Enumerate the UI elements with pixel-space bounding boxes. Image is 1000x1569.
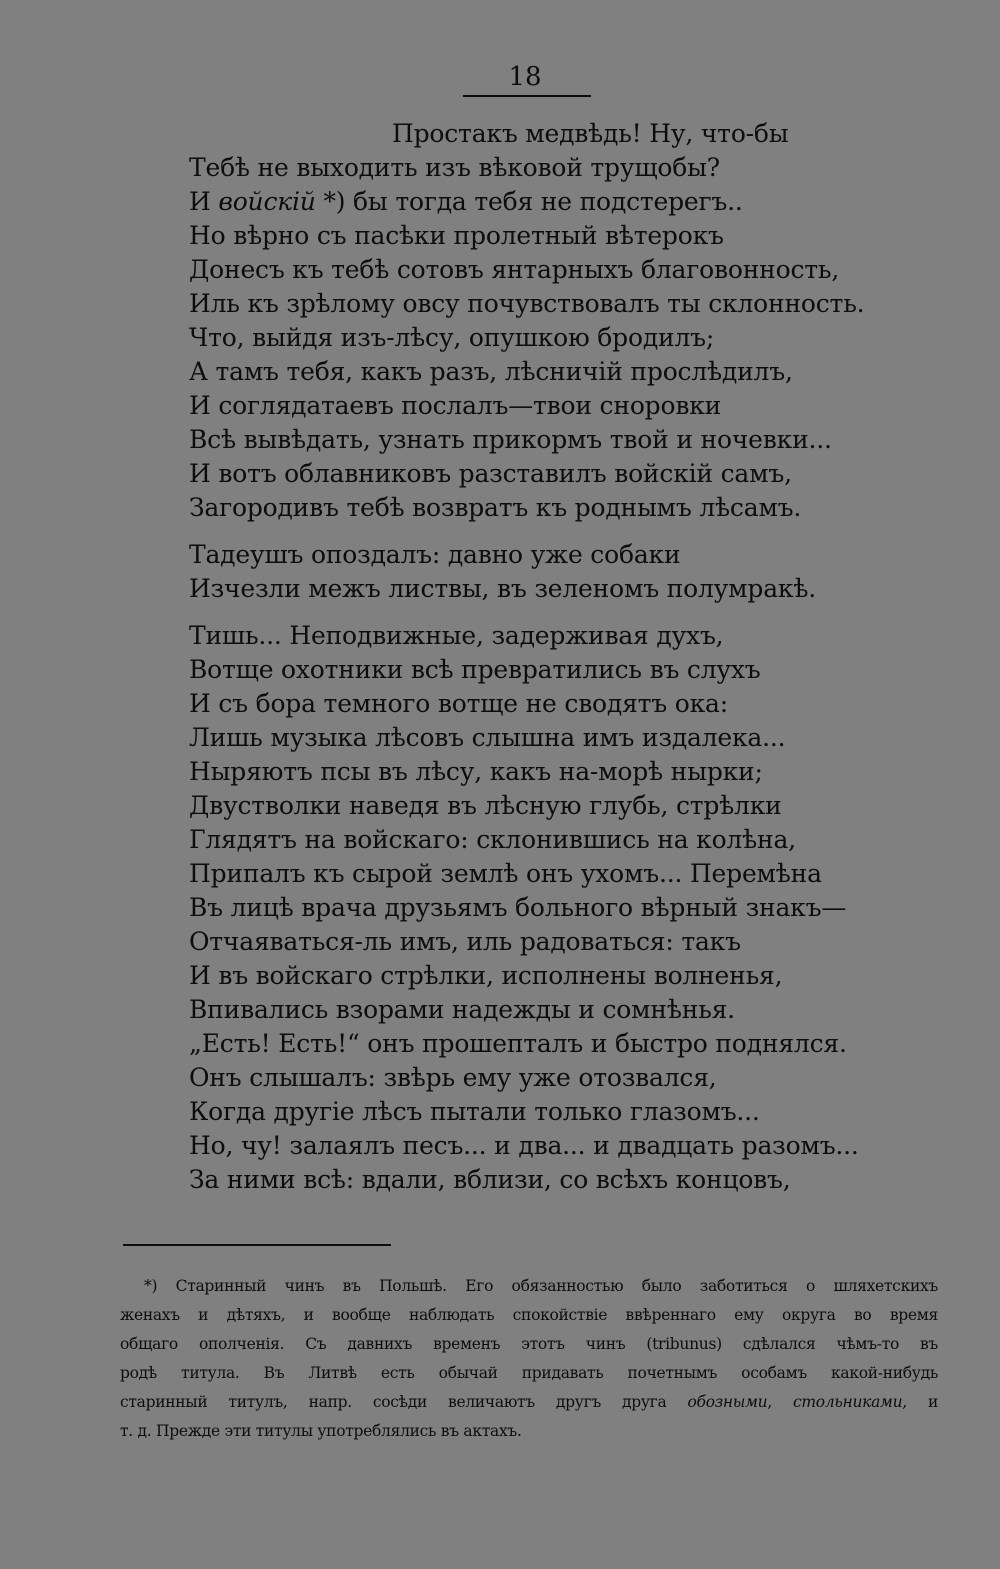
poem-line: Двустволки наведя въ лѣсную глубь, стрѣлки — [189, 791, 782, 820]
poem-line: „Есть! Есть!“ онъ прошепталъ и быстро поднялся. — [189, 1029, 847, 1058]
poem-line: Изчезли межъ листвы, въ зеленомъ полумракѣ. — [189, 574, 816, 603]
poem-line: Но, чу! залаялъ песъ... и два... и двадцать разомъ... — [189, 1131, 859, 1160]
poem-line: Тишь... Неподвижные, задерживая духъ, — [189, 621, 724, 650]
poem-line — [189, 185, 829, 219]
poem-line: Всѣ вывѣдать, узнать прикормъ твой и ночевки... — [189, 425, 832, 454]
poem-line: Глядятъ на войскаго: склонившись на колѣна, — [189, 825, 796, 854]
poem-line: Лишь музыка лѣсовъ слышна имъ издалека... — [189, 723, 786, 752]
italic-term: обозными — [687, 1393, 768, 1411]
poem-line: Ныряютъ псы въ лѣсу, какъ на-морѣ нырки; — [189, 757, 763, 786]
footnote-line: *) Старинный чинъ въ Польшѣ. Его обязанностью было заботиться о шляхетскихъ — [144, 1277, 938, 1295]
poem-line: Когда другіе лѣсъ пытали только глазомъ... — [189, 1097, 760, 1126]
stanza — [189, 117, 865, 525]
footnote-line: общаго ополченія. Съ давнихъ временъ этотъ чинъ (tribunus) сдѣлался чѣмъ-то въ — [120, 1335, 938, 1353]
footnote-line: родѣ титула. Въ Литвѣ есть обычай придавать почетнымъ особамъ какой-нибудь — [120, 1364, 938, 1382]
poem-line: А тамъ тебя, какъ разъ, лѣсничій прослѣдилъ, — [189, 357, 793, 386]
line-text: И — [189, 187, 219, 216]
poem-line: Въ лицѣ врача друзьямъ больного вѣрный знакъ— — [189, 893, 847, 922]
poem-line: Тадеушъ опоздалъ: давно уже собаки — [189, 540, 681, 569]
footnote-rule — [123, 1244, 391, 1246]
footnote — [120, 1272, 938, 1446]
poem-line: Тебѣ не выходить изъ вѣковой трущобы? — [189, 153, 721, 182]
poem-line: За ними всѣ: вдали, вблизи, со всѣхъ концовъ, — [189, 1165, 791, 1194]
poem-line: Впивались взорами надежды и сомнѣнья. — [189, 995, 735, 1024]
poem-line: Что, выйдя изъ-лѣсу, опушкою бродилъ; — [189, 323, 715, 352]
poem-line: И съ бора темного вотще не сводятъ ока: — [189, 689, 728, 718]
poem-line: И соглядатаевъ послалъ—твои сноровки — [189, 391, 722, 420]
italic-term: стольниками — [793, 1393, 903, 1411]
footnote-line: т. д. Прежде эти титулы употреблялись въ актахъ. — [120, 1422, 522, 1440]
header-rule — [463, 95, 591, 97]
stanza — [189, 538, 829, 606]
poem-line: Иль къ зрѣлому овсу почувствовалъ ты склонность. — [189, 289, 865, 318]
footnote-line: женахъ и дѣтяхъ, и вообще наблюдать спокойствіе ввѣреннаго ему округа во время — [120, 1306, 938, 1324]
line-text: старинный титулъ, напр. сосѣди величаютъ другъ друга — [120, 1393, 688, 1411]
stanza — [189, 619, 859, 1197]
poem-line: Вотще охотники всѣ превратились въ слухъ — [189, 655, 761, 684]
line-text: , — [767, 1393, 794, 1411]
poem-line: Донесъ къ тебѣ сотовъ янтарныхъ благовонность, — [189, 255, 840, 284]
poem-line: И вотъ облавниковъ разставилъ войскій самъ, — [189, 459, 792, 488]
poem-line: Загородивъ тебѣ возвратъ къ роднымъ лѣсамъ. — [189, 493, 802, 522]
poem-line: Припалъ къ сырой землѣ онъ ухомъ... Перемѣна — [189, 859, 822, 888]
poem-line: Отчаяваться-ль имъ, иль радоваться: такъ — [189, 927, 741, 956]
footnote-line — [120, 1388, 938, 1417]
poem-line: Онъ слышалъ: звѣрь ему уже отозвался, — [189, 1063, 717, 1092]
poem-line: Но вѣрно съ пасѣки пролетный вѣтерокъ — [189, 221, 724, 250]
italic-term: войскій — [218, 187, 316, 216]
poem-line: Простакъ медвѣдь! Ну, что-бы — [392, 119, 789, 148]
poem-line: И въ войскаго стрѣлки, исполнены волненья, — [189, 961, 783, 990]
line-text: *) бы тогда тебя не подстерегъ.. — [315, 187, 743, 216]
page-number: 18 — [508, 62, 542, 92]
line-text: , и — [902, 1393, 938, 1411]
poem — [189, 117, 865, 1197]
